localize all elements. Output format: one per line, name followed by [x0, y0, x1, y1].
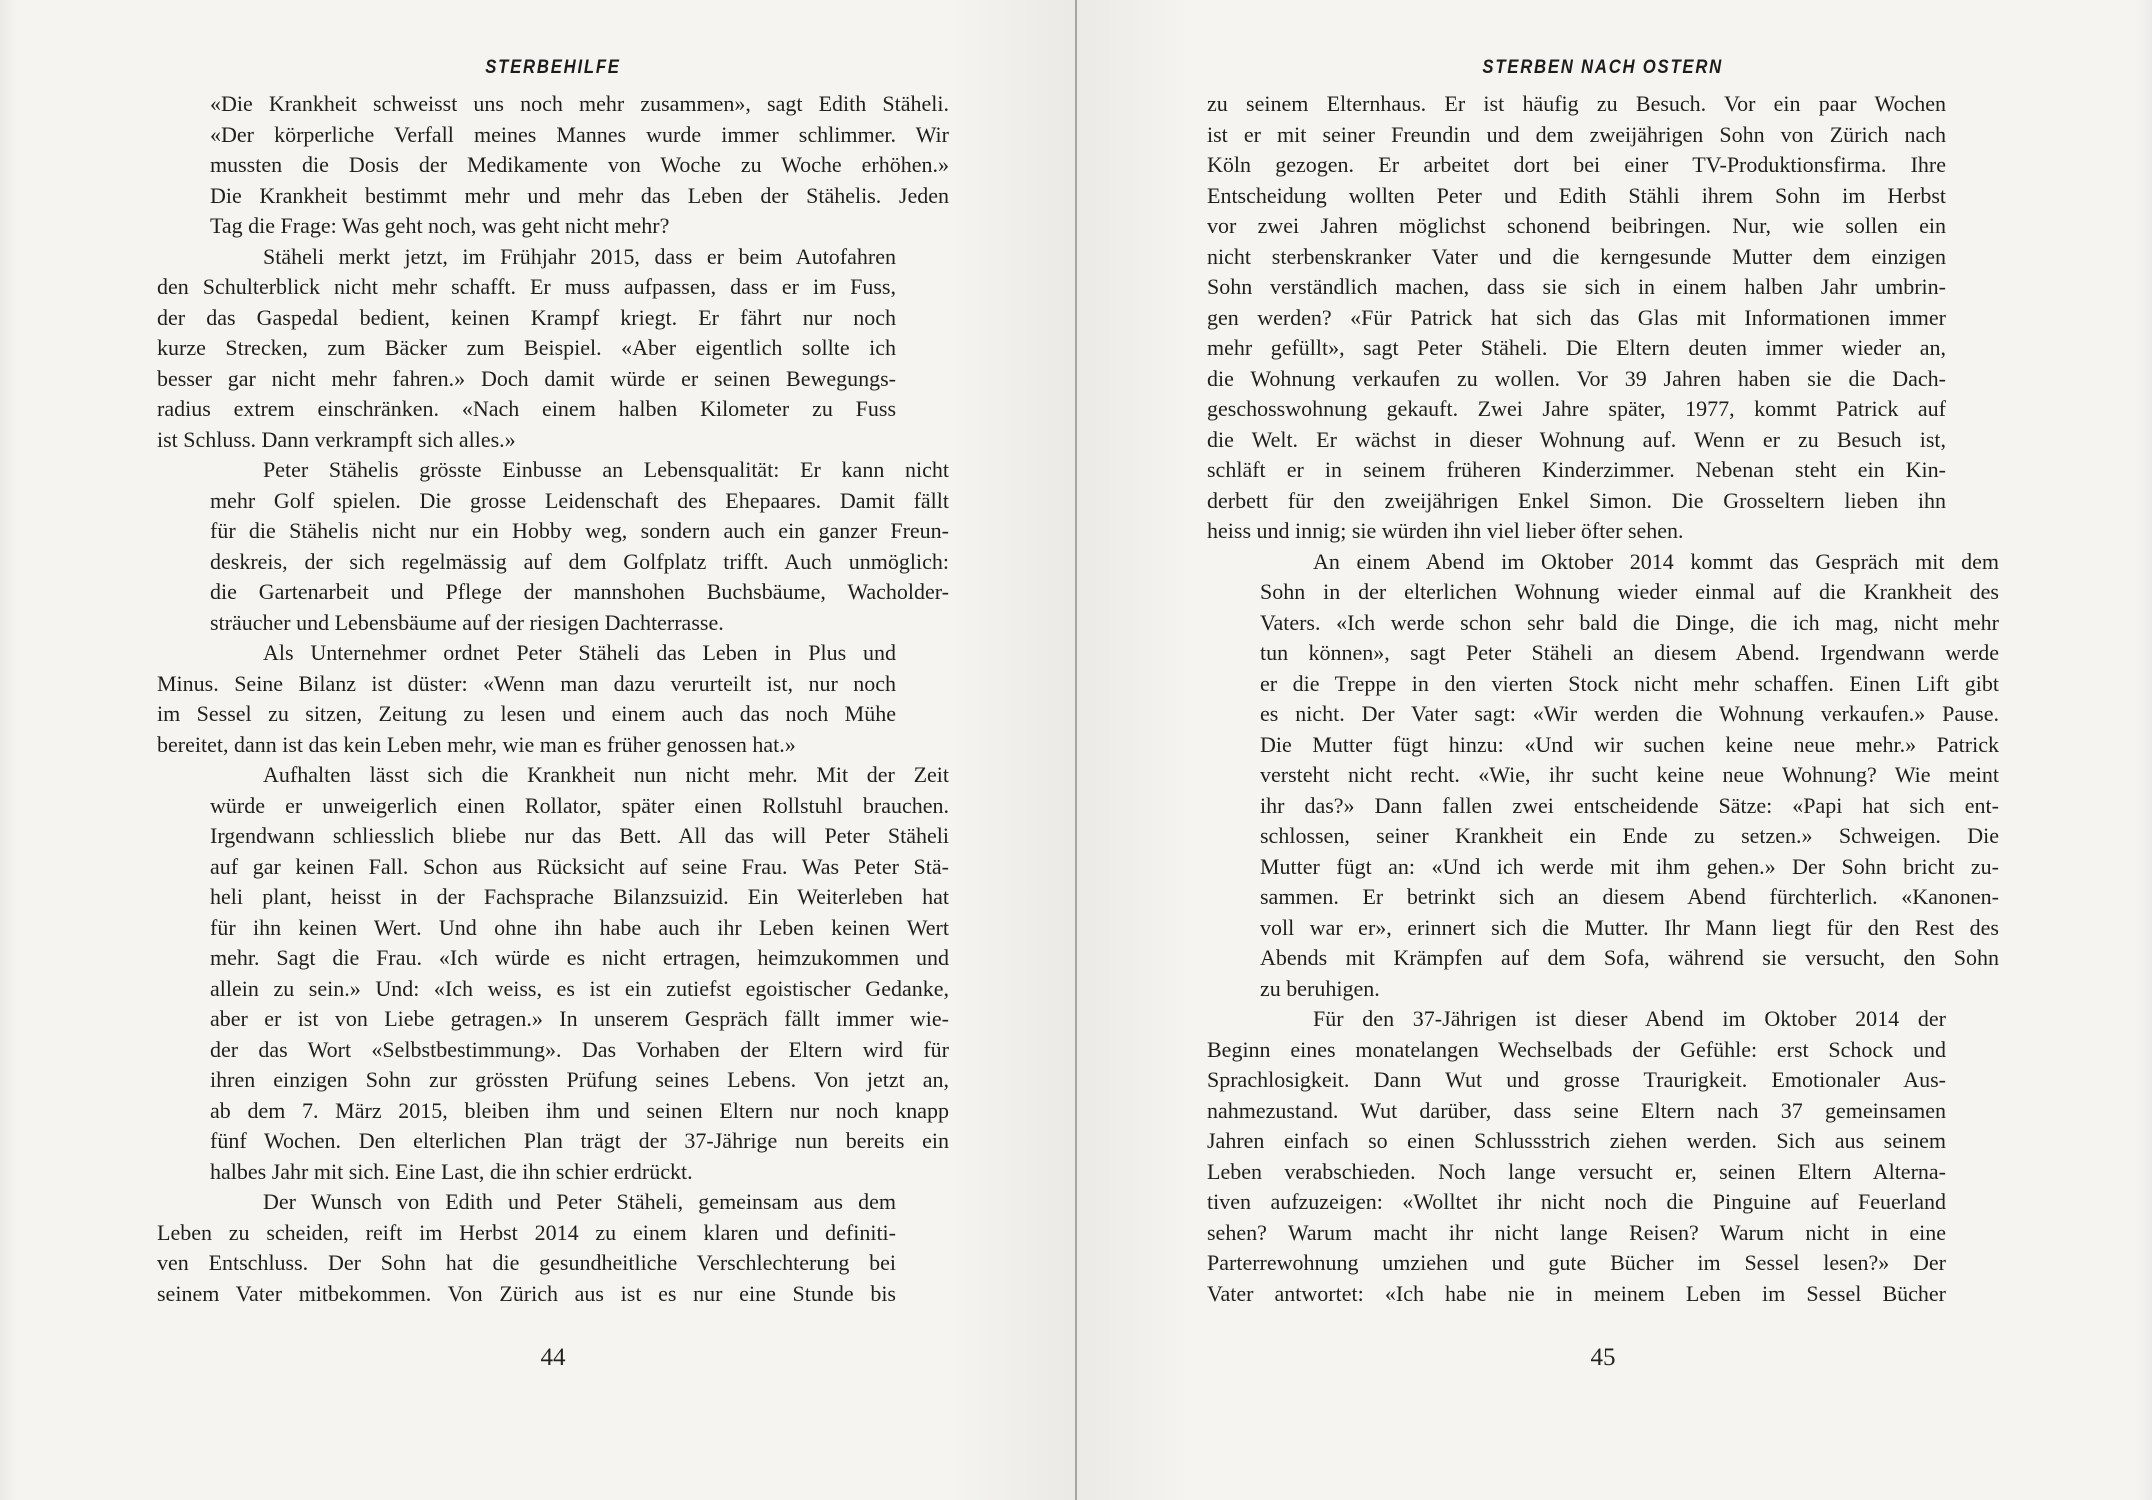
text-line: würde er unweigerlich einen Rollator, später einen Rollstuhl brauchen. — [210, 792, 949, 818]
text-line: Vater antwortet: «Ich habe nie in meinem Leben im Sessel Bücher — [1207, 1280, 1946, 1306]
text-line: ihren einzigen Sohn zur grössten Prüfung seines Lebens. Von jetzt an, — [210, 1067, 949, 1092]
text-line: ist Schluss. Dann verkrampft sich alles.» — [157, 426, 516, 452]
text-line: heiss und innig; sie würden ihn viel lieber öfter sehen. — [1207, 518, 1684, 543]
paragraph — [1207, 1004, 1946, 1309]
text-line: Beginn eines monatelangen Wechselbads der Gefühle: erst Schock und — [1207, 1036, 1946, 1062]
text-line: Aufhalten lässt sich die Krankheit nun nicht mehr. Mit der Zeit — [263, 762, 949, 787]
text-line: ihr das?» Dann fallen zwei entscheidende Sätze: «Papi hat sich ent- — [1260, 792, 1999, 818]
text-line: sträucher und Lebensbäume auf der riesigen Dachterrasse. — [210, 609, 724, 635]
text-line: Sohn in der elterlichen Wohnung wieder einmal auf die Krankheit des — [1260, 579, 1999, 604]
text-line: zu beruhigen. — [1260, 975, 1380, 1001]
text-line: «Der körperliche Verfall meines Mannes wurde immer schlimmer. Wir — [210, 121, 949, 147]
text-line: nahmezustand. Wut darüber, dass seine Eltern nach 37 gemeinsamen — [1207, 1097, 1946, 1123]
text-line: Leben verabschieden. Noch lange versucht er, seinen Eltern Alterna- — [1207, 1158, 1946, 1184]
text-line: mehr. Sagt die Frau. «Ich würde es nicht ertragen, heimzukommen und — [210, 945, 949, 970]
text-line: kurze Strecken, zum Bäcker zum Beispiel. «Aber eigentlich sollte ich — [157, 335, 896, 360]
text-line: tun können», sagt Peter Stäheli an diesem Abend. Irgendwann werde — [1260, 640, 1999, 665]
text-line: Sohn verständlich machen, dass sie sich in einem halben Jahr umbrin- — [1207, 274, 1946, 299]
text-line: «Die Krankheit schweisst uns noch mehr zusammen», sagt Edith Stäheli. — [210, 91, 949, 116]
text-line: Stäheli merkt jetzt, im Frühjahr 2015, dass er beim Autofahren — [263, 243, 896, 269]
text-line: tiven aufzuzeigen: «Wolltet ihr nicht noch die Pinguine auf Feuerland — [1207, 1189, 1946, 1214]
text-line: Als Unternehmer ordnet Peter Stäheli das Leben in Plus und — [263, 640, 896, 665]
text-line: An einem Abend im Oktober 2014 kommt das Gespräch mit dem — [1313, 548, 1999, 574]
page-edge-shadow-right — [2136, 0, 2152, 1500]
left-running-head-text: STERBEHILFE — [485, 57, 621, 78]
text-line: mussten die Dosis der Medikamente von Woche zu Woche erhöhen.» — [210, 152, 949, 177]
text-line: im Sessel zu sitzen, Zeitung zu lesen und einem auch das noch Mühe — [157, 701, 896, 726]
paragraph — [1260, 547, 1999, 1005]
paragraph — [210, 89, 949, 242]
left-page — [157, 0, 949, 1500]
text-line: Parterrewohnung umziehen und gute Bücher im Sessel lesen?» Der — [1207, 1250, 1946, 1275]
text-line: mehr gefüllt», sagt Peter Stäheli. Die Eltern deuten immer wieder an, — [1207, 335, 1946, 360]
gutter-shadow-left — [950, 0, 1075, 1500]
text-line: zu seinem Elternhaus. Er ist häufig zu Besuch. Vor ein paar Wochen — [1207, 91, 1946, 116]
text-line: gen werden? «Für Patrick hat sich das Glas mit Informationen immer — [1207, 304, 1946, 330]
text-line: für ihn keinen Wert. Und ohne ihn habe auch ihr Leben keinen Wert — [210, 914, 949, 940]
text-line: bereitet, dann ist das kein Leben mehr, wie man es früher genossen hat.» — [157, 731, 796, 757]
text-line: den Schulterblick nicht mehr schafft. Er muss aufpassen, dass er im Fuss, — [157, 274, 896, 299]
text-line: schläft er in seinem früheren Kinderzimmer. Nebenan steht ein Kin- — [1207, 457, 1946, 482]
text-line: radius extrem einschränken. «Nach einem halben Kilometer zu Fuss — [157, 396, 896, 421]
text-line: heli plant, heisst in der Fachsprache Bilanzsuizid. Ein Weiterleben hat — [210, 884, 949, 909]
text-line: besser gar nicht mehr fahren.» Doch damit würde er seinen Bewegungs- — [157, 365, 896, 391]
text-line: halbes Jahr mit sich. Eine Last, die ihn schier erdrückt. — [210, 1158, 693, 1184]
text-line: Entscheidung wollten Peter und Edith Stähli ihrem Sohn im Herbst — [1207, 182, 1946, 208]
gutter-shadow-right — [1077, 0, 1192, 1500]
text-line: ven Entschluss. Der Sohn hat die gesundheitliche Verschlechterung bei — [157, 1250, 896, 1275]
text-line: Mutter fügt an: «Und ich werde mit ihm gehen.» Der Sohn bricht zu- — [1260, 853, 1999, 879]
text-line: sammen. Er betrinkt sich an diesem Abend fürchterlich. «Kanonen- — [1260, 884, 1999, 909]
text-line: die Welt. Er wächst in dieser Wohnung auf. Wenn er zu Besuch ist, — [1207, 426, 1946, 452]
left-text-block — [157, 89, 949, 1309]
text-line: der das Wort «Selbstbestimmung». Das Vorhaben der Eltern wird für — [210, 1036, 949, 1062]
text-line: Die Krankheit bestimmt mehr und mehr das Leben der Stähelis. Jeden — [210, 182, 949, 208]
text-line: mehr Golf spielen. Die grosse Leidenschaft des Ehepaares. Damit fällt — [210, 487, 949, 513]
text-line: Sprachlosigkeit. Dann Wut und grosse Traurigkeit. Emotionaler Aus- — [1207, 1067, 1946, 1092]
text-line: derbett für den zweijährigen Enkel Simon. Die Grosseltern lieben ihn — [1207, 487, 1946, 513]
right-running-head-text: STERBEN NACH OSTERN — [1482, 57, 1724, 78]
text-line: allein zu sein.» Und: «Ich weiss, es ist ein zutiefst egoistischer Gedanke, — [210, 975, 949, 1001]
right-running-head — [1207, 57, 1999, 79]
text-line: Die Mutter fügt hinzu: «Und wir suchen keine neue mehr.» Patrick — [1260, 731, 1999, 757]
text-line: Jahren einfach so einen Schlussstrich ziehen werden. Sich aus seinem — [1207, 1128, 1946, 1153]
text-line: fünf Wochen. Den elterlichen Plan trägt der 37-Jährige nun bereits ein — [210, 1128, 949, 1153]
text-line: Peter Stähelis grösste Einbusse an Lebensqualität: Er kann nicht — [263, 457, 949, 482]
text-line: sehen? Warum macht ihr nicht lange Reisen? Warum nicht in eine — [1207, 1219, 1946, 1245]
text-line: die Wohnung verkaufen zu wollen. Vor 39 Jahren haben sie die Dach- — [1207, 365, 1946, 391]
paragraph — [1207, 89, 1946, 547]
text-line: seinem Vater mitbekommen. Von Zürich aus ist es nur eine Stunde bis — [157, 1280, 896, 1306]
text-line: Köln gezogen. Er arbeitet dort bei einer TV-Produktionsfirma. Ihre — [1207, 152, 1946, 177]
text-line: ab dem 7. März 2015, bleiben ihm und seinen Eltern nur noch knapp — [210, 1097, 949, 1123]
text-line: Irgendwann schliesslich bliebe nur das Bett. All das will Peter Stäheli — [210, 823, 949, 848]
text-line: er die Treppe in den vierten Stock nicht mehr schaffen. Einen Lift gibt — [1260, 670, 1999, 696]
text-line: es nicht. Der Vater sagt: «Wir werden die Wohnung verkaufen.» Pause. — [1260, 701, 1999, 726]
right-page-number: 45 — [1590, 1344, 1616, 1371]
text-line: Tag die Frage: Was geht noch, was geht nicht mehr? — [210, 213, 670, 238]
text-line: der das Gaspedal bedient, keinen Krampf kriegt. Er fährt nur noch — [157, 304, 896, 330]
paragraph — [157, 638, 896, 760]
text-line: ist er mit seiner Freundin und dem zweijährigen Sohn von Zürich nach — [1207, 121, 1946, 147]
text-line: Minus. Seine Bilanz ist düster: «Wenn man dazu verurteilt ist, nur noch — [157, 670, 896, 696]
text-line: geschosswohnung gekauft. Zwei Jahre später, 1977, kommt Patrick auf — [1207, 396, 1946, 421]
spine-line — [1075, 0, 1077, 1500]
text-line: schlossen, seiner Krankheit ein Ende zu setzen.» Schweigen. Die — [1260, 823, 1999, 848]
right-text-block — [1207, 89, 1999, 1309]
text-line: Der Wunsch von Edith und Peter Stäheli, gemeinsam aus dem — [263, 1189, 896, 1214]
page-edge-shadow-left — [0, 0, 16, 1500]
paragraph — [210, 455, 949, 638]
text-line: versteht nicht recht. «Wie, ihr sucht keine neue Wohnung? Wie meint — [1260, 762, 1999, 787]
text-line: Für den 37-Jährigen ist dieser Abend im Oktober 2014 der — [1313, 1006, 1946, 1031]
text-line: deskreis, der sich regelmässig auf dem Golfplatz trifft. Auch unmöglich: — [210, 548, 949, 574]
text-line: nicht sterbenskranker Vater und die kerngesunde Mutter dem einzigen — [1207, 243, 1946, 269]
text-line: Abends mit Krämpfen auf dem Sofa, während sie versucht, den Sohn — [1260, 945, 1999, 970]
text-line: für die Stähelis nicht nur ein Hobby weg, sondern auch ein ganzer Freun- — [210, 518, 949, 543]
text-line: Leben zu scheiden, reift im Herbst 2014 zu einem klaren und definiti- — [157, 1219, 896, 1245]
left-running-head — [157, 57, 949, 79]
right-page — [1207, 0, 1999, 1500]
text-line: auf gar keinen Fall. Schon aus Rücksicht auf seine Frau. Was Peter Stä- — [210, 853, 949, 879]
left-page-number: 44 — [540, 1344, 566, 1371]
paragraph — [210, 760, 949, 1187]
text-line: voll war er», erinnert sich die Mutter. Ihr Mann liegt für den Rest des — [1260, 914, 1999, 940]
paragraph — [157, 1187, 896, 1309]
text-line: die Gartenarbeit und Pflege der mannshohen Buchsbäume, Wacholder- — [210, 579, 949, 604]
text-line: aber er ist von Liebe getragen.» In unserem Gespräch fällt immer wie- — [210, 1006, 949, 1031]
text-line: Vaters. «Ich werde schon sehr bald die Dinge, die ich mag, nicht mehr — [1260, 609, 1999, 635]
paragraph — [157, 242, 896, 456]
text-line: vor zwei Jahren möglichst schonend beibringen. Nur, wie sollen ein — [1207, 213, 1946, 238]
